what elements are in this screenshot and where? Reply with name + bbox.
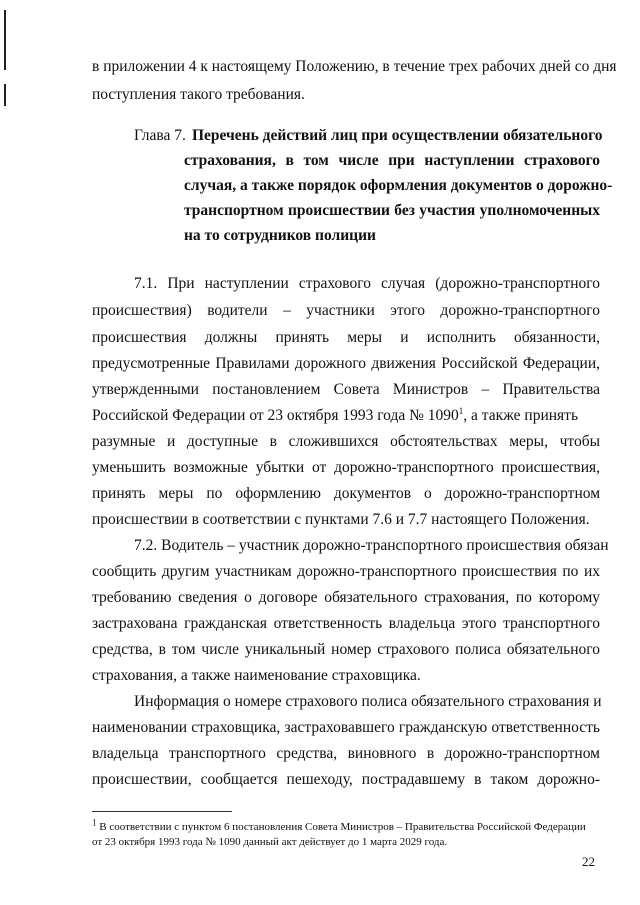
- text-line: в приложении 4 к настоящему Положению, в течение трех рабочих дней со дня: [92, 58, 617, 75]
- paragraph-line: страхования, а также наименование страховщика.: [92, 667, 421, 684]
- footnote-text: В соответствии с пунктом 6 постановления Совета Министров – Правительства Российской Федерации: [96, 821, 586, 833]
- paragraph-line: происшествии, сообщается пешеходу, пострадавшему в таком дорожно-: [92, 771, 600, 788]
- paragraph-line: Информация о номере страхового полиса обязательного страхования и: [134, 693, 602, 710]
- page-number: 22: [582, 854, 595, 869]
- chapter-prefix: [134, 126, 186, 146]
- footnote-line: [92, 817, 600, 834]
- paragraph-line: 7.2. Водитель – участник дорожно-транспортного происшествия обязан: [134, 537, 609, 554]
- text-line: поступления такого требования.: [92, 86, 305, 103]
- paragraph-line: происшествии в соответствии с пунктами 7.6 и 7.7 настоящего Положения.: [92, 511, 590, 528]
- paragraph-line: происшествия должны принять меры и исполнить обязанности,: [92, 329, 600, 346]
- paragraph-line: уменьшить возможные убытки от дорожно-транспортного происшествия,: [92, 459, 600, 476]
- paragraph-line: средства, в том числе уникальный номер страхового полиса обязательного: [92, 641, 600, 658]
- paragraph-line: владельца транспортного средства, виновного в дорожно-транспортном: [92, 745, 600, 762]
- paragraph-line: происшествия) водители – участники этого дорожно-транспортного: [92, 302, 600, 319]
- chapter-title-line: транспортном происшествии без участия уполномоченных: [184, 202, 600, 219]
- paragraph-text: Российской Федерации от 23 октября 1993 года № 1090: [92, 407, 459, 424]
- chapter-number: Глава 7.: [134, 127, 186, 144]
- paragraph-line-with-footnote: [92, 406, 600, 426]
- paragraph-line: разумные и доступные в сложившихся обстоятельствах меры, чтобы: [92, 433, 600, 450]
- footnote-reference: 1: [458, 405, 464, 416]
- scan-edge-mark: [4, 84, 6, 106]
- paragraph-line: сообщить другим участникам дорожно-транспортного происшествия по их: [92, 563, 600, 580]
- paragraph-line: требованию сведения о договоре обязательного страхования, по которому: [92, 589, 600, 606]
- paragraph-text: , а также принять: [463, 407, 579, 424]
- chapter-title-line: Перечень действий лиц при осуществлении обязательного: [192, 127, 603, 144]
- paragraph-line: утвержденными постановлением Совета Министров – Правительства: [92, 381, 600, 398]
- scan-edge-mark: [4, 10, 6, 70]
- chapter-title-line: случая, а также порядок оформления документов о дорожно-: [184, 177, 613, 194]
- footnote-line: от 23 октября 1993 года № 1090 данный акт действует до 1 марта 2029 года.: [92, 836, 448, 848]
- paragraph-line: застрахована гражданская ответственность владельца этого транспортного: [92, 615, 600, 632]
- paragraph-line: наименовании страховщика, застраховавшего гражданскую ответственность: [92, 719, 600, 736]
- footnote-divider: [92, 811, 232, 812]
- paragraph-line: принять меры по оформлению документов о дорожно-транспортном: [92, 485, 600, 502]
- paragraph-line: предусмотренные Правилами дорожного движения Российской Федерации,: [92, 355, 600, 372]
- chapter-title-line: страхования, в том числе при наступлении страхового: [184, 152, 600, 169]
- chapter-title-line: на то сотрудников полиции: [184, 227, 376, 244]
- footnote-marker: 1: [92, 817, 97, 828]
- paragraph-line: 7.1. При наступлении страхового случая (дорожно-транспортного: [134, 275, 600, 292]
